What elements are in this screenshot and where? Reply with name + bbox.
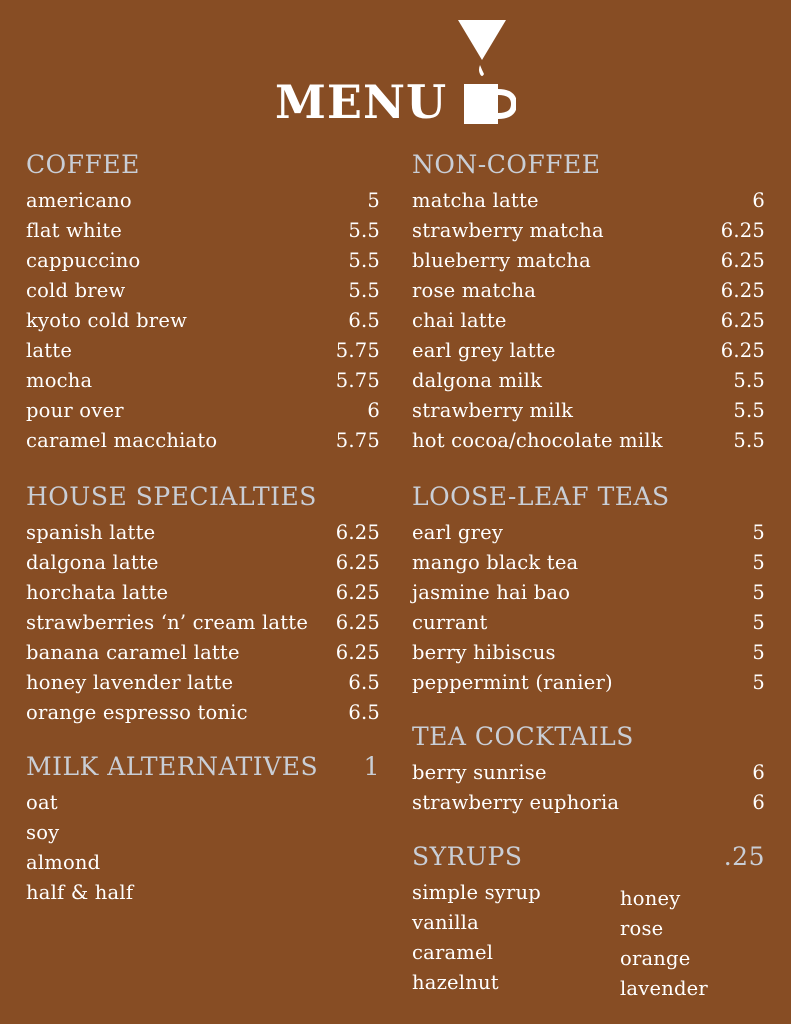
list-item: honey	[620, 887, 681, 910]
list-item: almond	[26, 851, 101, 874]
menu-item	[26, 668, 380, 698]
item-price: 6.25	[720, 219, 765, 242]
menu-item	[26, 578, 380, 608]
house-specialties-section	[26, 482, 380, 728]
item-price: 5.5	[733, 399, 765, 422]
item-price: 6.25	[720, 309, 765, 332]
item-name: berry hibiscus	[412, 641, 556, 664]
coffee-section	[26, 150, 380, 456]
menu-item	[26, 518, 380, 548]
menu-item	[412, 276, 765, 306]
item-name: honey lavender latte	[26, 671, 234, 694]
menu-item	[26, 426, 380, 456]
menu-item	[26, 698, 380, 728]
item-price: 6.25	[720, 339, 765, 362]
menu-item	[412, 246, 765, 276]
menu-item	[412, 518, 765, 548]
item-name: jasmine hai bao	[412, 581, 571, 604]
menu-item	[26, 186, 380, 216]
menu-item	[26, 216, 380, 246]
syrups-list-1	[412, 878, 541, 998]
menu-item	[412, 186, 765, 216]
item-name: cold brew	[26, 279, 126, 302]
menu-item	[412, 396, 765, 426]
list-item: simple syrup	[412, 881, 541, 904]
item-name: strawberry matcha	[412, 219, 604, 242]
menu-item	[412, 306, 765, 336]
item-price: 5	[752, 671, 765, 694]
item-name: mango black tea	[412, 551, 579, 574]
item-price: 5	[752, 611, 765, 634]
item-name: strawberry euphoria	[412, 791, 620, 814]
house-specialties-title: HOUSE SPECIALTIES	[26, 482, 317, 511]
item-name: caramel macchiato	[26, 429, 218, 452]
item-name: strawberry milk	[412, 399, 574, 422]
item-name: banana caramel latte	[26, 641, 240, 664]
menu-title: MENU	[275, 75, 448, 129]
coffee-items	[26, 186, 380, 456]
list-item: oat	[26, 791, 58, 814]
item-name: currant	[412, 611, 488, 634]
item-price: 5.75	[335, 369, 380, 392]
item-price: 5.5	[348, 219, 380, 242]
tea-cocktails-title: TEA COCKTAILS	[412, 722, 634, 751]
menu-item	[412, 788, 765, 818]
menu-item	[26, 276, 380, 306]
milk-alternatives-section	[26, 752, 380, 908]
house-specialties-items	[26, 518, 380, 728]
non-coffee-section	[412, 150, 765, 456]
menu-item	[26, 638, 380, 668]
item-name: earl grey	[412, 521, 504, 544]
item-price: 5.75	[335, 339, 380, 362]
menu-item	[412, 426, 765, 456]
list-item: hazelnut	[412, 971, 499, 994]
item-name: berry sunrise	[412, 761, 547, 784]
item-name: horchata latte	[26, 581, 169, 604]
milk-alternatives-title: MILK ALTERNATIVES 1	[26, 752, 380, 781]
syrups-section	[412, 842, 765, 872]
menu-item	[412, 216, 765, 246]
tea-cocktails-section	[412, 722, 765, 818]
item-price: 6.25	[335, 521, 380, 544]
item-price: 5	[367, 189, 380, 212]
menu-item	[412, 608, 765, 638]
list-item: caramel	[412, 941, 494, 964]
menu-item	[412, 366, 765, 396]
menu-item	[26, 306, 380, 336]
menu-item	[412, 578, 765, 608]
item-price: 6.25	[335, 551, 380, 574]
item-price: 5.75	[335, 429, 380, 452]
menu-item	[26, 336, 380, 366]
menu-item	[412, 638, 765, 668]
item-price: 6.25	[335, 581, 380, 604]
menu-item	[412, 548, 765, 578]
item-name: cappuccino	[26, 249, 141, 272]
item-price: 6.5	[348, 701, 380, 724]
non-coffee-items	[412, 186, 765, 456]
loose-leaf-teas-title: LOOSE-LEAF TEAS	[412, 482, 670, 511]
menu-item	[412, 758, 765, 788]
item-name: kyoto cold brew	[26, 309, 187, 332]
syrups-price: .25	[723, 842, 765, 871]
menu-item	[26, 548, 380, 578]
item-price: 6.5	[348, 671, 380, 694]
item-price: 6.25	[335, 641, 380, 664]
menu-item	[26, 608, 380, 638]
item-price: 6.5	[348, 309, 380, 332]
item-price: 5.5	[348, 279, 380, 302]
item-price: 5.5	[348, 249, 380, 272]
item-price: 5	[752, 581, 765, 604]
loose-leaf-teas-section	[412, 482, 765, 698]
item-name: dalgona milk	[412, 369, 543, 392]
coffee-title: COFFEE	[26, 150, 140, 179]
item-name: blueberry matcha	[412, 249, 591, 272]
item-price: 5.5	[733, 369, 765, 392]
item-price: 5	[752, 551, 765, 574]
menu-item	[412, 336, 765, 366]
item-price: 6.25	[720, 249, 765, 272]
item-name: latte	[26, 339, 73, 362]
milk-alternatives-price: 1	[363, 752, 380, 781]
item-name: earl grey latte	[412, 339, 556, 362]
list-item: rose	[620, 917, 664, 940]
item-name: rose matcha	[412, 279, 537, 302]
list-item: soy	[26, 821, 60, 844]
item-price: 6	[367, 399, 380, 422]
item-price: 5	[752, 521, 765, 544]
syrups-list-2	[620, 884, 708, 1004]
syrups-title: SYRUPS .25	[412, 842, 765, 871]
item-name: chai latte	[412, 309, 507, 332]
item-name: matcha latte	[412, 189, 539, 212]
menu-item	[26, 366, 380, 396]
item-name: dalgona latte	[26, 551, 159, 574]
item-name: strawberries ‘n’ cream latte	[26, 611, 309, 634]
list-item: orange	[620, 947, 691, 970]
item-name: hot cocoa/chocolate milk	[412, 429, 663, 452]
item-name: peppermint (ranier)	[412, 671, 613, 694]
list-item: half & half	[26, 881, 134, 904]
list-item: vanilla	[412, 911, 479, 934]
item-name: americano	[26, 189, 132, 212]
item-name: flat white	[26, 219, 122, 242]
menu-item	[26, 246, 380, 276]
menu-item	[26, 396, 380, 426]
item-price: 5.5	[733, 429, 765, 452]
item-price: 6	[752, 189, 765, 212]
item-name: orange espresso tonic	[26, 701, 248, 724]
tea-cocktails-items	[412, 758, 765, 818]
item-price: 6	[752, 761, 765, 784]
item-price: 6	[752, 791, 765, 814]
milk-alternatives-items	[26, 788, 380, 908]
item-price: 6.25	[335, 611, 380, 634]
item-name: pour over	[26, 399, 124, 422]
loose-leaf-teas-items	[412, 518, 765, 698]
item-name: mocha	[26, 369, 93, 392]
item-price: 6.25	[720, 279, 765, 302]
item-name: spanish latte	[26, 521, 156, 544]
non-coffee-title: NON-COFFEE	[412, 150, 601, 179]
pour-over-dripper-cup-icon	[456, 18, 516, 130]
item-price: 5	[752, 641, 765, 664]
menu-item	[412, 668, 765, 698]
list-item: lavender	[620, 977, 708, 1000]
